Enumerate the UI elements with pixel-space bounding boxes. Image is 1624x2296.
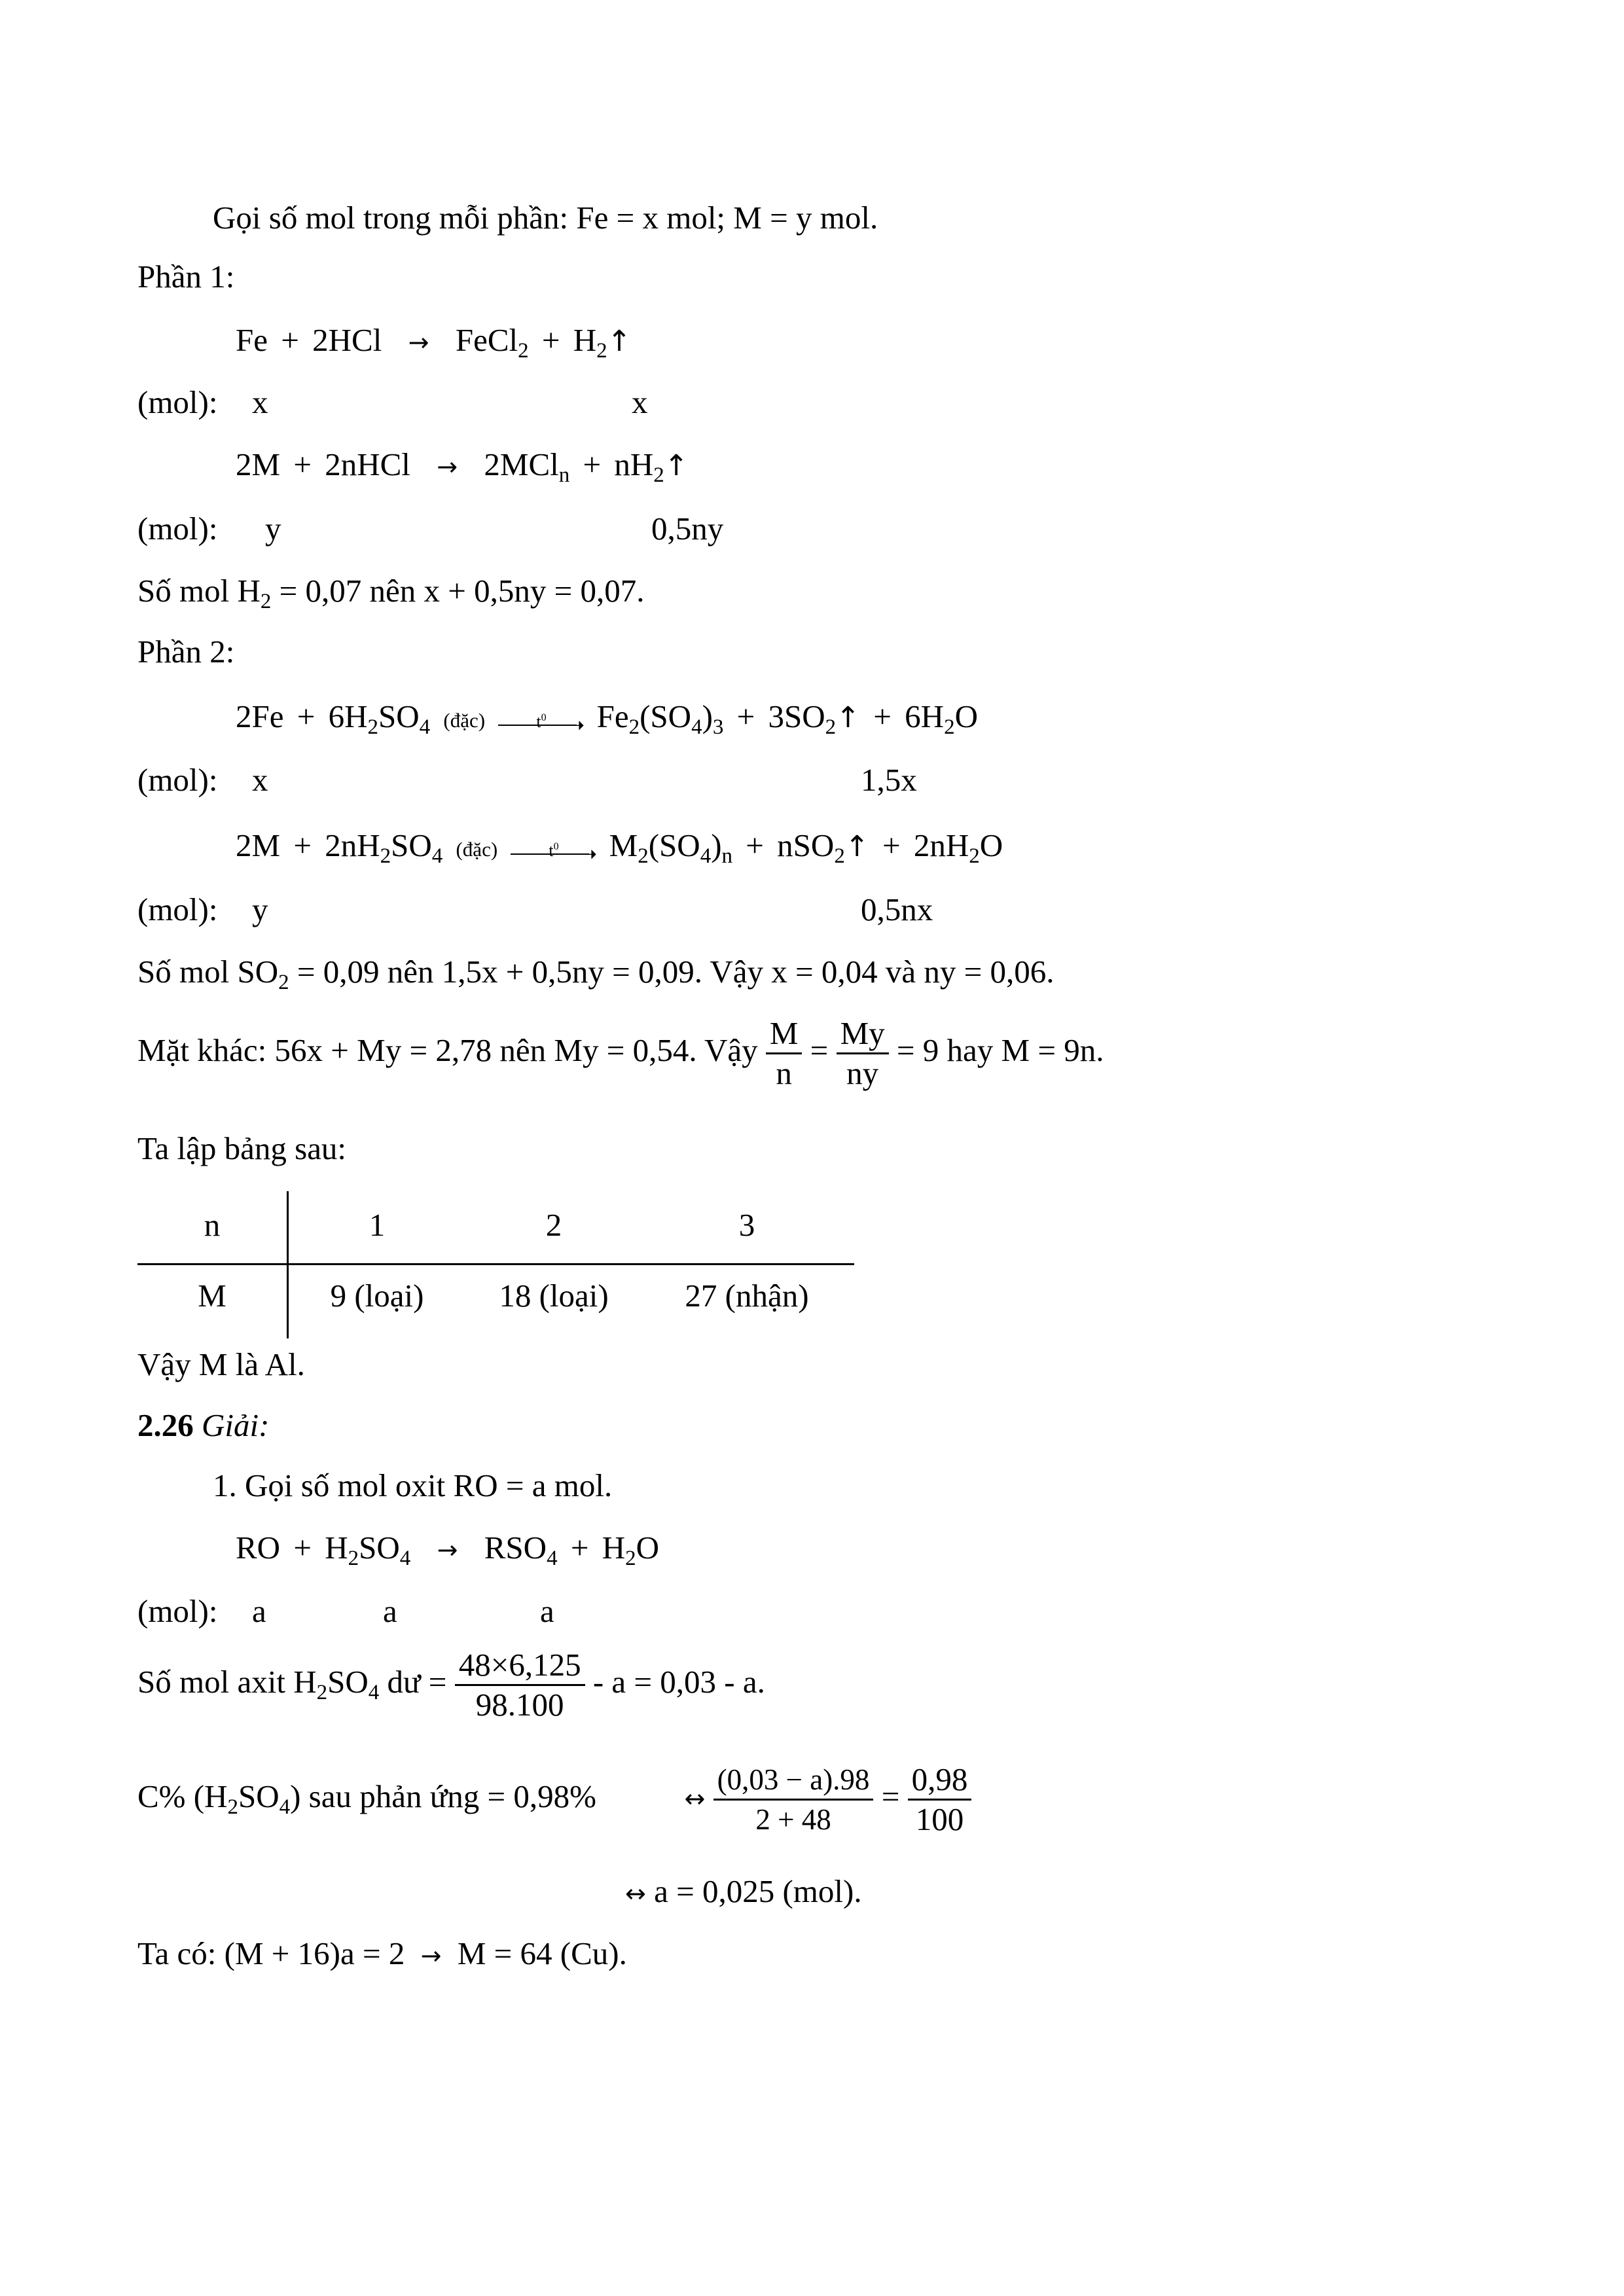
h2-mol-line: Số mol $H_2 = 0,07$ nên x + 0,5ny = 0,07. bbox=[137, 573, 645, 613]
table-header-cell: 2 bbox=[545, 1207, 562, 1243]
reaction-fe-hcl: Fe + 2HCl → FeCl$_2$ + $H_2↑$ bbox=[236, 322, 632, 363]
table-intro: Ta lập bảng sau: bbox=[137, 1130, 347, 1166]
equivalence-arrow-icon: ↔ bbox=[684, 1784, 706, 1813]
a-value-line: ↔ a = 0,025 (mol). bbox=[625, 1872, 862, 1913]
so2-mol-line: Số mol $SO_2 = 0,09$ nên 1,5x + 0,5ny = 0,09. Vậy x = 0,04 và ny = 0,06. bbox=[137, 954, 1055, 994]
up-arrow-icon: ↑ bbox=[607, 325, 632, 358]
table-header-cell: 1 bbox=[369, 1207, 386, 1243]
right-arrow-icon: → bbox=[424, 452, 471, 481]
right-arrow-icon: → bbox=[424, 1535, 471, 1564]
mol-row-4: (mol): y 0,5nx bbox=[137, 891, 933, 927]
heating-arrow-icon: $t^0$ ➝ bbox=[498, 704, 583, 736]
fraction-acid: $\frac{48\times 6,125}{98.100}$ bbox=[455, 1646, 585, 1724]
mat-khac-line: Mặt khác: 56x + My = 2,78 nên My = 0,54. Vậy $\frac{M}{n}$ = $\frac{My}{ny}$ = 9 hay M = 9n. bbox=[137, 1015, 1104, 1092]
acid-excess-line: Số mol axit $H_2SO_4$ dư = $\frac{48\times 6,125}{98.100}$ - a = 0,03 - a. bbox=[137, 1647, 765, 1723]
table-cell: 27 (nhận) bbox=[685, 1278, 809, 1314]
right-arrow-icon: → bbox=[412, 1941, 450, 1970]
reaction-fe-h2so4: $2Fe + 6H_2SO_4$ (đặc) $t^0$ ➝ $Fe_2(SO_4)_3$ + $3SO_2↑ + 6H_2O$ bbox=[236, 698, 978, 739]
section-heading: 2.26 Giải: bbox=[137, 1407, 270, 1443]
part1-title: Phần 1: bbox=[137, 259, 235, 295]
intro-line: Gọi số mol trong mỗi phần: Fe = x mol; M = y mol. bbox=[213, 200, 878, 236]
table-header-cell: 3 bbox=[738, 1207, 755, 1243]
mol-row-1: (mol): x x bbox=[137, 384, 648, 420]
table-cell: 9 (loại) bbox=[330, 1278, 424, 1314]
part2-title: Phần 2: bbox=[137, 634, 235, 670]
table-cell: M bbox=[198, 1278, 226, 1314]
fraction-my-over-ny: $\frac{My}{ny}$ bbox=[837, 1014, 889, 1092]
reaction-m-hcl: 2M + 2nHCl → $2MCl_n + nH_2↑$ bbox=[236, 446, 689, 487]
conclusion-al: Vậy M là Al. bbox=[137, 1346, 305, 1382]
reaction-m-h2so4: $2M + 2nH_2SO_4$ (đặc) $t^0$ ➝ $M_2(SO_4)_n$ + nSO$_2$↑ + $2nH_2O$ bbox=[236, 827, 1003, 868]
mol-row-2: (mol): y 0,5ny bbox=[137, 511, 724, 547]
up-arrow-icon: ↑ bbox=[836, 701, 861, 734]
fraction-concentration: $\frac{(0,03 - a).98}{2 + 48}$ bbox=[713, 1761, 874, 1839]
table-cell: 18 (loại) bbox=[499, 1278, 609, 1314]
reaction-ro-h2so4: RO + $H_2SO_4 \to RSO_4 + H_2O$ bbox=[236, 1530, 659, 1570]
up-arrow-icon: ↑ bbox=[844, 830, 869, 863]
fraction-m-over-n: $\frac{M}{n}$ bbox=[766, 1014, 803, 1092]
step-1-line: 1. Gọi số mol oxit RO = a mol. bbox=[213, 1467, 613, 1503]
mol-row-3: (mol): x 1,5x bbox=[137, 762, 917, 798]
concentration-line: C% $(H_2SO_4)$ sau phản ứng = 0,98% ↔ $\frac{(0,03 - a).98}{2 + 48}$ = $\frac{0,98}{100}$ bbox=[137, 1754, 971, 1850]
table-header-cell: n bbox=[204, 1207, 221, 1243]
fraction-percent: $\frac{0,98}{100}$ bbox=[908, 1761, 972, 1839]
final-line: Ta có: (M + 16)a = 2 → M = 64 (Cu). bbox=[137, 1934, 627, 1975]
n-m-table bbox=[137, 1191, 854, 1338]
mol-row-5: (mol): a a a bbox=[137, 1593, 554, 1629]
equivalence-arrow-icon: ↔ bbox=[625, 1879, 646, 1908]
up-arrow-icon: ↑ bbox=[664, 449, 689, 482]
right-arrow-icon: → bbox=[395, 328, 442, 357]
heating-arrow-icon: $t^0$ ➝ bbox=[511, 833, 596, 865]
